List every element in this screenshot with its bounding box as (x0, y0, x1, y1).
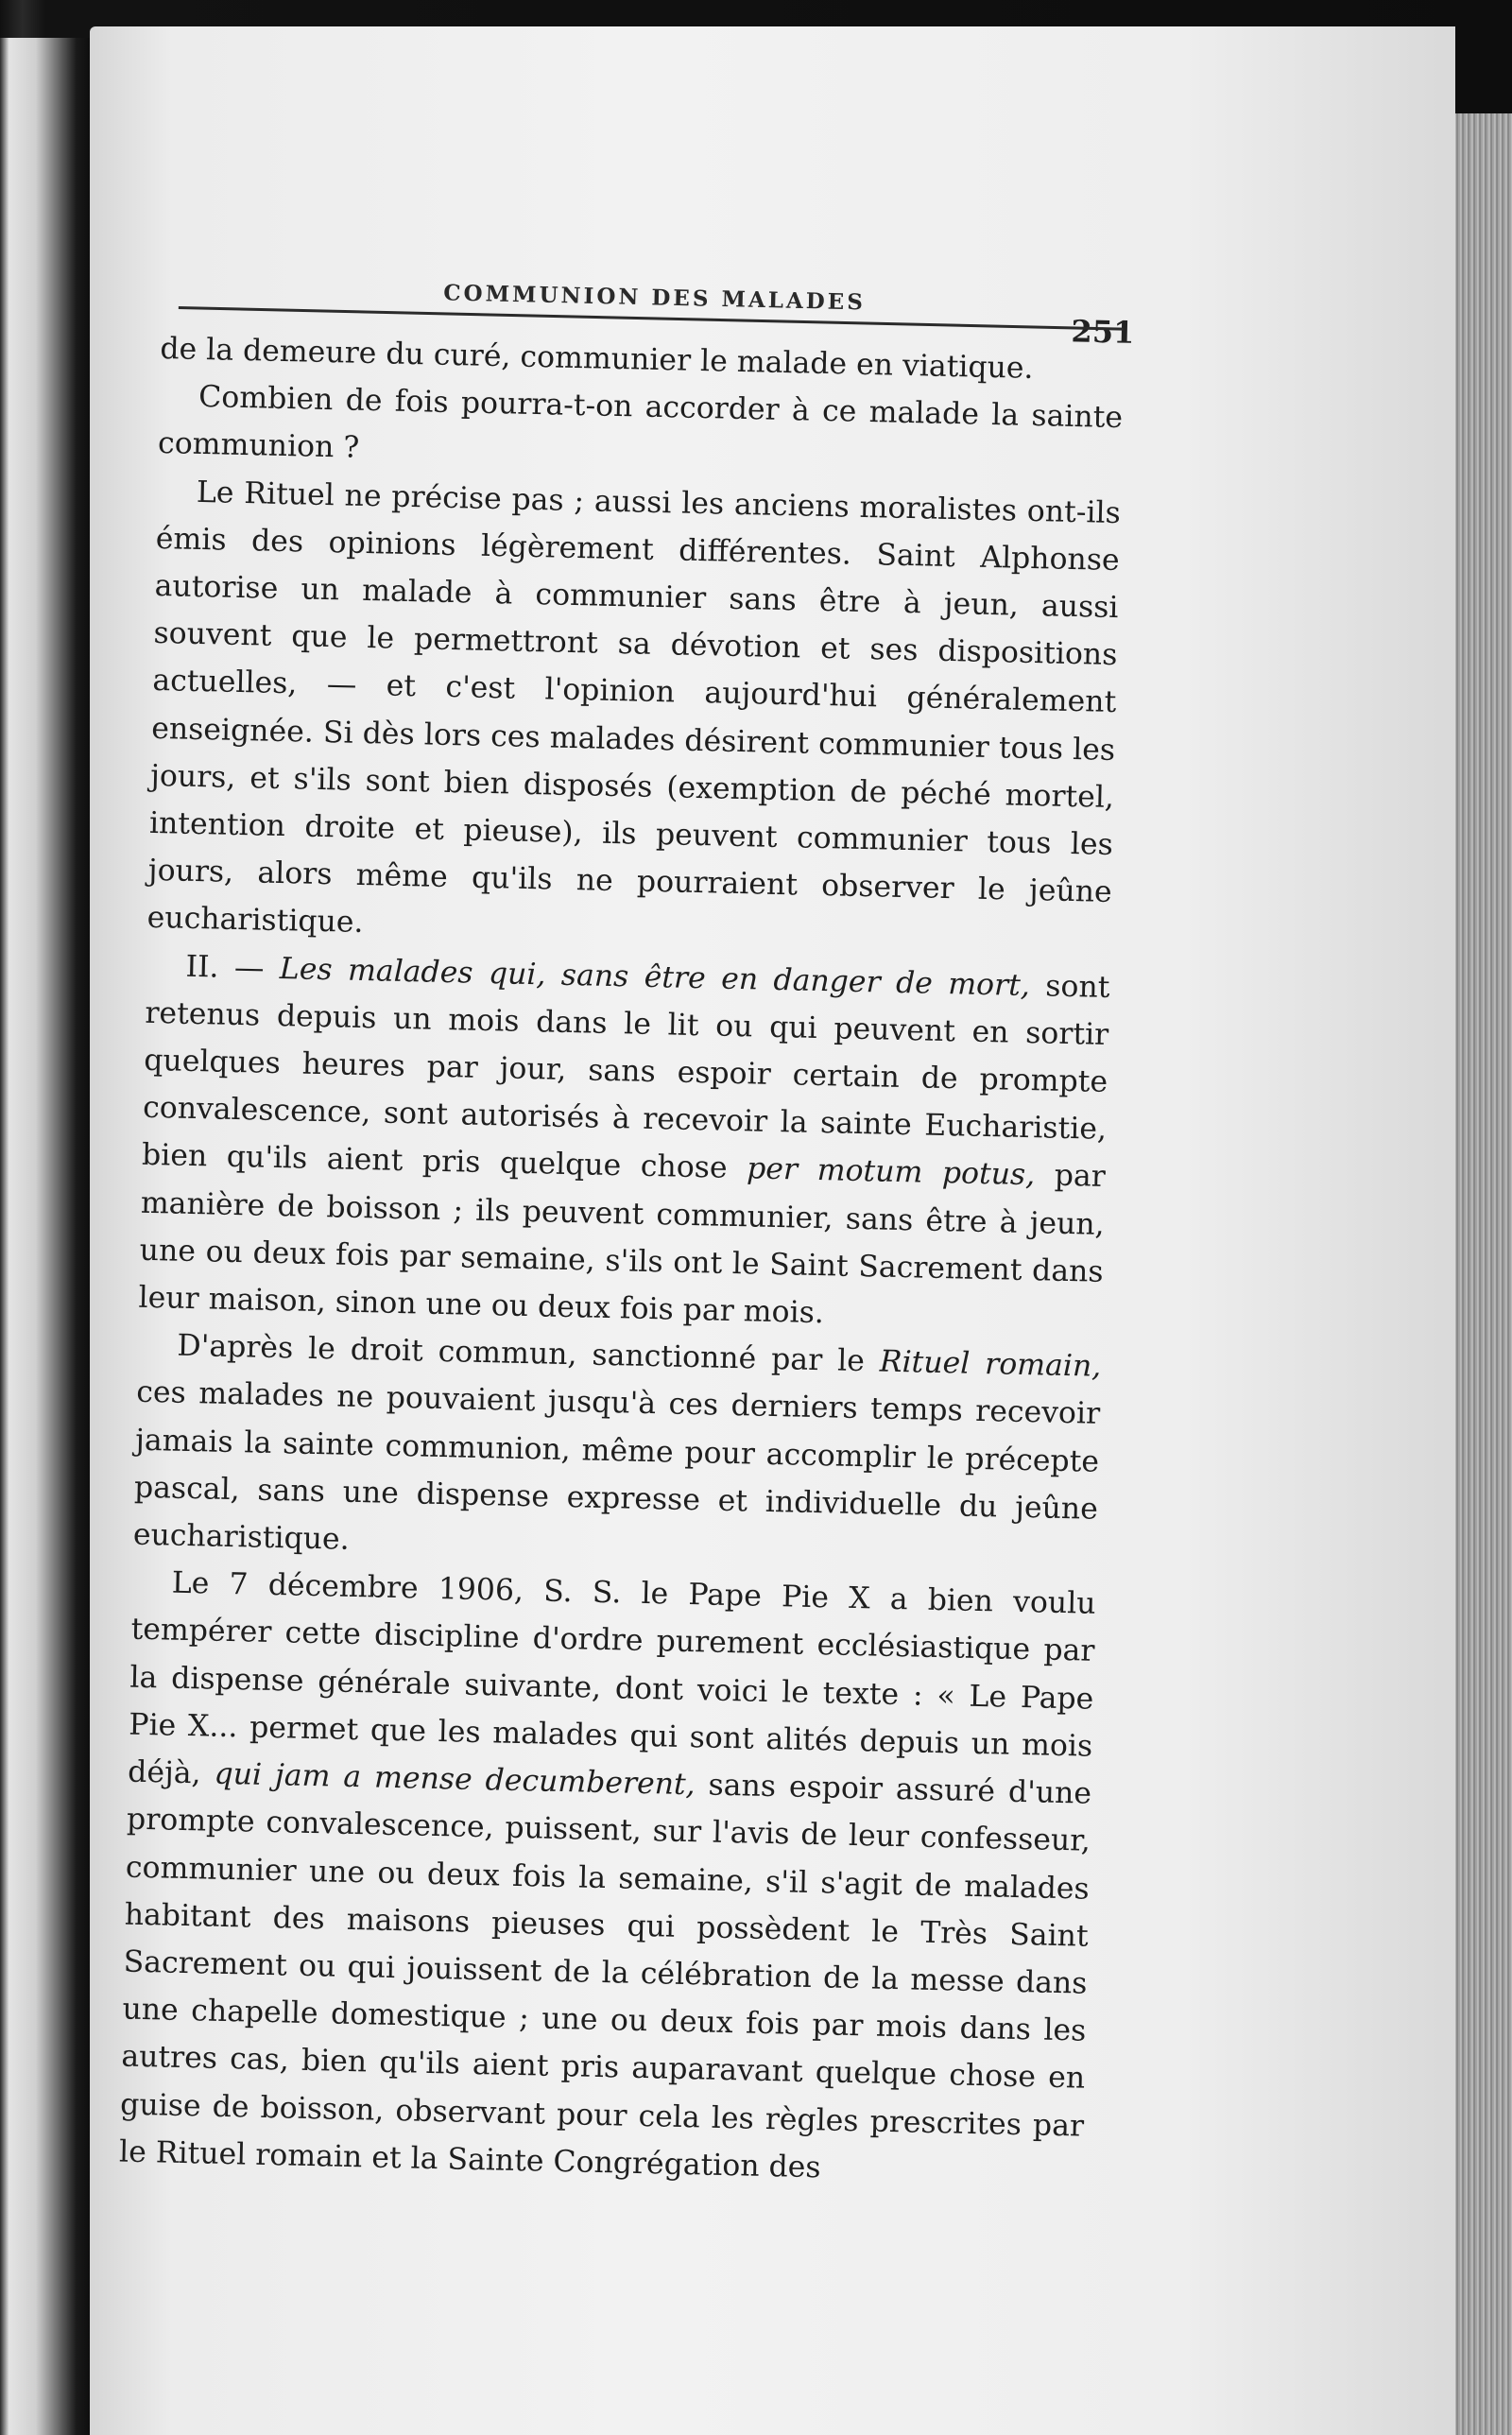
italic-phrase: Les malades qui, sans être en danger de mort, (279, 951, 1031, 1003)
text-run: sont retenus depuis un mois dans le lit ou qui peuvent en sortir quelques heures par jour, sans espoir certain de prompte convalescence, sont autorisés à recevoir la sainte Eucharistie, bien qu'ils aient pris quelque chose (141, 968, 1110, 1186)
text-run: ces malades ne pouvaient jusqu'à ces derniers temps recevoir jamais la sainte communion, même pour accomplir le précepte pascal, sans une dispense expresse et individuelle du jeûne eucharistique. (132, 1375, 1101, 1557)
italic-phrase: per motum potus, (746, 1151, 1036, 1193)
text-run: Le 7 décembre 1906, S. S. le Pape Pie X a bien voulu tempérer cette discipline d'ordre purement ecclésiastique par la dispense générale suivante, dont voici le texte : « Le Pape Pie X... permet que les malades qui sont alités depuis un mois déjà, (127, 1565, 1096, 1791)
italic-phrase: qui jam a mense decumberent, (214, 1756, 696, 1803)
text-run: par manière de boisson ; ils peuvent communier, sans être à jeun, une ou deux fois par semaine, s'ils ont le Saint Sacrement dans leur maison, sinon une ou deux fois par mois. (138, 1158, 1107, 1331)
running-head: COMMUNION DES MALADES (442, 280, 867, 316)
previous-page-edge (0, 38, 90, 2435)
paragraph-p3 (138, 941, 1110, 1343)
paragraph-p2 (146, 468, 1121, 964)
text-run: Le Rituel ne précise pas ; aussi les anciens moralistes ont-ils émis des opinions légèrement différentes. Saint Alphonse autorise un malade à communier sans être à jeun, aussi souvent que le permettront sa dévotion et ses dispositions actuelles, — et c'est l'opinion aujourd'hui généralement enseignée. Si dès lors ces malades désirent communier tous les jours, et s'ils sont bien disposés (exemption de péché mortel, intention droite et pieuse), ils peuvent communier tous les jours, alors même qu'ils ne pourraient observer le jeûne eucharistique. (146, 475, 1122, 941)
italic-phrase: Rituel romain, (879, 1344, 1102, 1385)
body-text (119, 325, 1125, 2198)
page-number: 251 (1071, 313, 1135, 351)
paragraph-p5 (119, 1559, 1097, 2198)
text-run: de la demeure du curé, communier le malade en viatique. (160, 331, 1034, 386)
text-run: sans espoir assuré d'une prompte convalescence, puissent, sur l'avis de leur confesseur, communier une ou deux fois la semaine, s'il s'agit de malades habitant des maisons pieuses qui possèdent le Très Saint Sacrement ou qui jouissent de la célébration de la messe dans une chapelle domestique ; une ou deux fois par mois dans les autres cas, bien qu'ils aient pris auparavant quelque chose en guise de boisson, observant pour cela les règles prescrites par le Rituel romain et la Sainte Congrégation des (118, 1768, 1092, 2185)
book-fore-edge (1453, 113, 1512, 2435)
text-run: Combien de fois pourra-t-on accorder à ce malade la sainte communion ? (157, 380, 1124, 466)
text-run: D'après le droit commun, sanctionné par le (177, 1328, 881, 1379)
paragraph-p4 (132, 1321, 1101, 1580)
text-run: II. — (185, 949, 281, 986)
